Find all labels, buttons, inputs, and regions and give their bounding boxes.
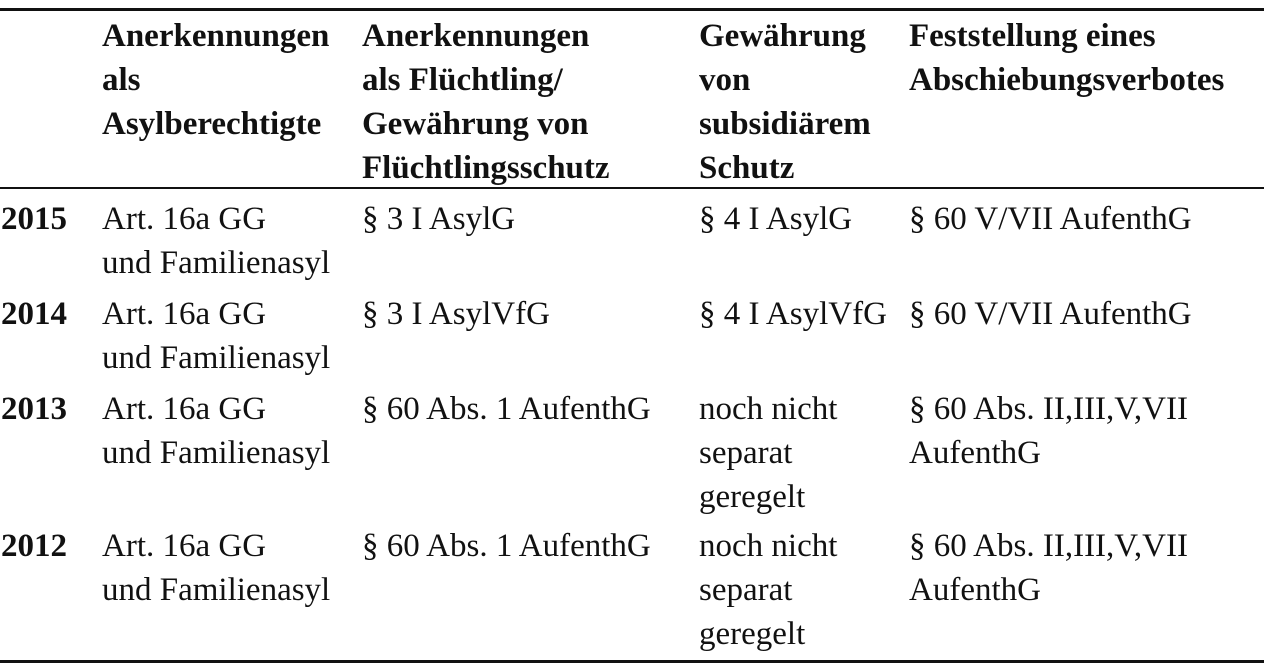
cell-subsidiaerer-schutz: noch nicht separat geregelt <box>699 528 838 652</box>
header-separator-rule <box>0 187 1264 189</box>
table-top-rule <box>0 8 1264 11</box>
cell-subsidiaerer-schutz: § 4 I AsylG <box>699 201 853 237</box>
cell-abschiebungsverbot: § 60 Abs. II,III,V,VII AufenthG <box>909 528 1188 608</box>
cell-fluechtlingsschutz: § 3 I AsylVfG <box>362 296 550 332</box>
table-bottom-rule <box>0 660 1264 663</box>
cell-abschiebungsverbot: § 60 V/VII AufenthG <box>909 296 1192 332</box>
row-year: 2012 <box>1 528 67 564</box>
cell-abschiebungsverbot: § 60 V/VII AufenthG <box>909 201 1192 237</box>
cell-fluechtlingsschutz: § 3 I AsylG <box>362 201 516 237</box>
row-year: 2014 <box>1 296 67 332</box>
cell-fluechtlingsschutz: § 60 Abs. 1 AufenthG <box>362 391 651 427</box>
cell-asylberechtigte: Art. 16a GG und Familienasyl <box>102 201 331 281</box>
cell-abschiebungsverbot: § 60 Abs. II,III,V,VII AufenthG <box>909 391 1188 471</box>
header-abschiebungsverbot: Feststellung eines Abschiebungsverbotes <box>909 18 1225 98</box>
cell-asylberechtigte: Art. 16a GG und Familienasyl <box>102 391 331 471</box>
header-subsidiaerer-schutz: Gewährung von subsidiärem Schutz <box>699 18 871 186</box>
cell-subsidiaerer-schutz: § 4 I AsylVfG <box>699 296 887 332</box>
header-fluechtlingsschutz: Anerkennungen als Flüchtling/ Gewährung von Flüchtlingsschutz <box>362 18 610 186</box>
row-year: 2015 <box>1 201 67 237</box>
cell-subsidiaerer-schutz: noch nicht separat geregelt <box>699 391 838 515</box>
cell-asylberechtigte: Art. 16a GG und Familienasyl <box>102 296 331 376</box>
header-asylberechtigte: Anerkennungen als Asylberechtigte <box>102 18 330 142</box>
cell-fluechtlingsschutz: § 60 Abs. 1 AufenthG <box>362 528 651 564</box>
cell-asylberechtigte: Art. 16a GG und Familienasyl <box>102 528 331 608</box>
row-year: 2013 <box>1 391 67 427</box>
